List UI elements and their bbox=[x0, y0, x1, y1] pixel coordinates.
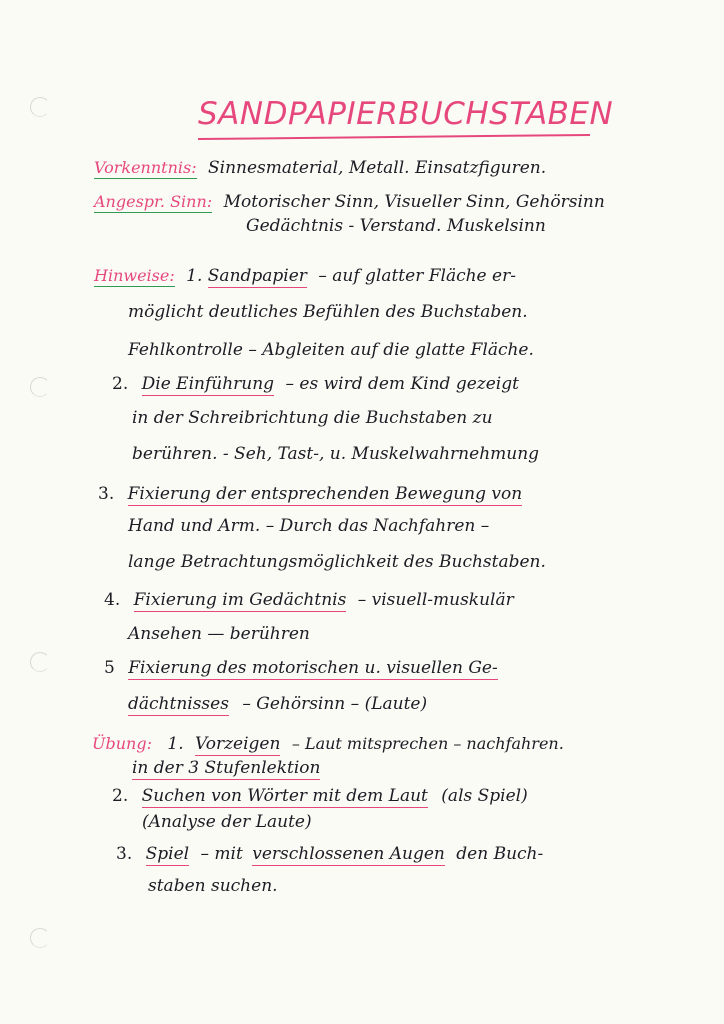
item-number: 1. bbox=[186, 266, 203, 286]
vorkenntnis-label: Vorkenntnis: bbox=[94, 158, 197, 177]
item-number: 2. bbox=[112, 374, 129, 394]
hinweise-item-2 bbox=[112, 374, 519, 394]
item-lead: Spiel bbox=[145, 844, 190, 864]
item-text: möglicht deutliches Befühlen des Buchstaben. bbox=[128, 302, 528, 322]
item-text-underlined: in der 3 Stufenlektion bbox=[132, 758, 321, 778]
uebung-item-1 bbox=[92, 734, 564, 754]
sinne-label: Angespr. Sinn: bbox=[94, 192, 213, 211]
item-text bbox=[132, 758, 320, 778]
item-text: den Buch- bbox=[456, 844, 544, 864]
item-text: Ansehen — berühren bbox=[128, 624, 310, 644]
vorkenntnis-row bbox=[94, 158, 546, 178]
item-text-underlined: verschlossenen Augen bbox=[252, 844, 445, 864]
item-lead: Fixierung des motorischen u. visuellen Ge- bbox=[128, 658, 498, 678]
item-text: – visuell-muskulär bbox=[357, 590, 514, 610]
item-number: 3. bbox=[98, 484, 115, 504]
punch-hole-mark bbox=[30, 652, 50, 672]
item-text: lange Betrachtungsmöglichkeit des Buchstaben. bbox=[128, 552, 546, 572]
item-number: 4. bbox=[104, 590, 121, 610]
item-text: – mit bbox=[200, 844, 243, 864]
hinweise-item-1 bbox=[94, 266, 516, 286]
punch-hole-mark bbox=[30, 928, 50, 948]
sinne-row bbox=[94, 192, 605, 212]
hinweise-label: Hinweise: bbox=[94, 266, 175, 285]
hinweise-item-4 bbox=[104, 590, 514, 610]
item-lead: dächtnisses bbox=[128, 694, 229, 714]
item-number: 5 bbox=[104, 658, 115, 678]
page-title: SANDPAPIERBUCHSTABEN bbox=[198, 96, 614, 132]
item-text: staben suchen. bbox=[148, 876, 278, 896]
punch-hole-mark bbox=[30, 97, 50, 117]
item-text: – Gehörsinn – (Laute) bbox=[242, 694, 428, 714]
title-underline bbox=[198, 134, 590, 140]
item-text: – auf glatter Fläche er- bbox=[318, 266, 516, 286]
item-text: in der Schreibrichtung die Buchstaben zu bbox=[132, 408, 493, 428]
sinne-line-1: Motorischer Sinn, Visueller Sinn, Gehörsinn bbox=[223, 192, 605, 212]
item-text: Fehlkontrolle – Abgleiten auf die glatte Fläche. bbox=[128, 340, 534, 360]
punch-hole-mark bbox=[30, 377, 50, 397]
uebung-label: Übung: bbox=[92, 734, 152, 753]
item-number: 3. bbox=[116, 844, 133, 864]
hinweise-item-5 bbox=[104, 658, 498, 678]
sinne-line-2: Gedächtnis - Verstand. Muskelsinn bbox=[246, 216, 546, 236]
item-text: – es wird dem Kind gezeigt bbox=[285, 374, 519, 394]
item-text: – Laut mitsprechen – nachfahren. bbox=[291, 734, 564, 753]
item-text: (als Spiel) bbox=[441, 786, 528, 806]
hinweise-item-5-line-2 bbox=[128, 694, 427, 714]
item-lead: Fixierung der entsprechenden Bewegung von bbox=[127, 484, 523, 504]
item-lead: Sandpapier bbox=[207, 266, 307, 286]
item-lead: Vorzeigen bbox=[195, 734, 281, 754]
item-text: (Analyse der Laute) bbox=[142, 812, 312, 832]
uebung-item-3 bbox=[116, 844, 543, 864]
item-lead: Die Einführung bbox=[141, 374, 275, 394]
item-number: 1. bbox=[167, 734, 184, 754]
item-number: 2. bbox=[112, 786, 129, 806]
item-text: Hand und Arm. – Durch das Nachfahren – bbox=[128, 516, 490, 536]
item-lead: Suchen von Wörter mit dem Laut bbox=[141, 786, 428, 806]
vorkenntnis-text: Sinnesmaterial, Metall. Einsatzfiguren. bbox=[208, 158, 547, 178]
item-lead: Fixierung im Gedächtnis bbox=[133, 590, 347, 610]
hinweise-item-3 bbox=[98, 484, 522, 504]
item-text: berühren. - Seh, Tast-, u. Muskelwahrnehmung bbox=[132, 444, 540, 464]
uebung-item-2 bbox=[112, 786, 528, 806]
